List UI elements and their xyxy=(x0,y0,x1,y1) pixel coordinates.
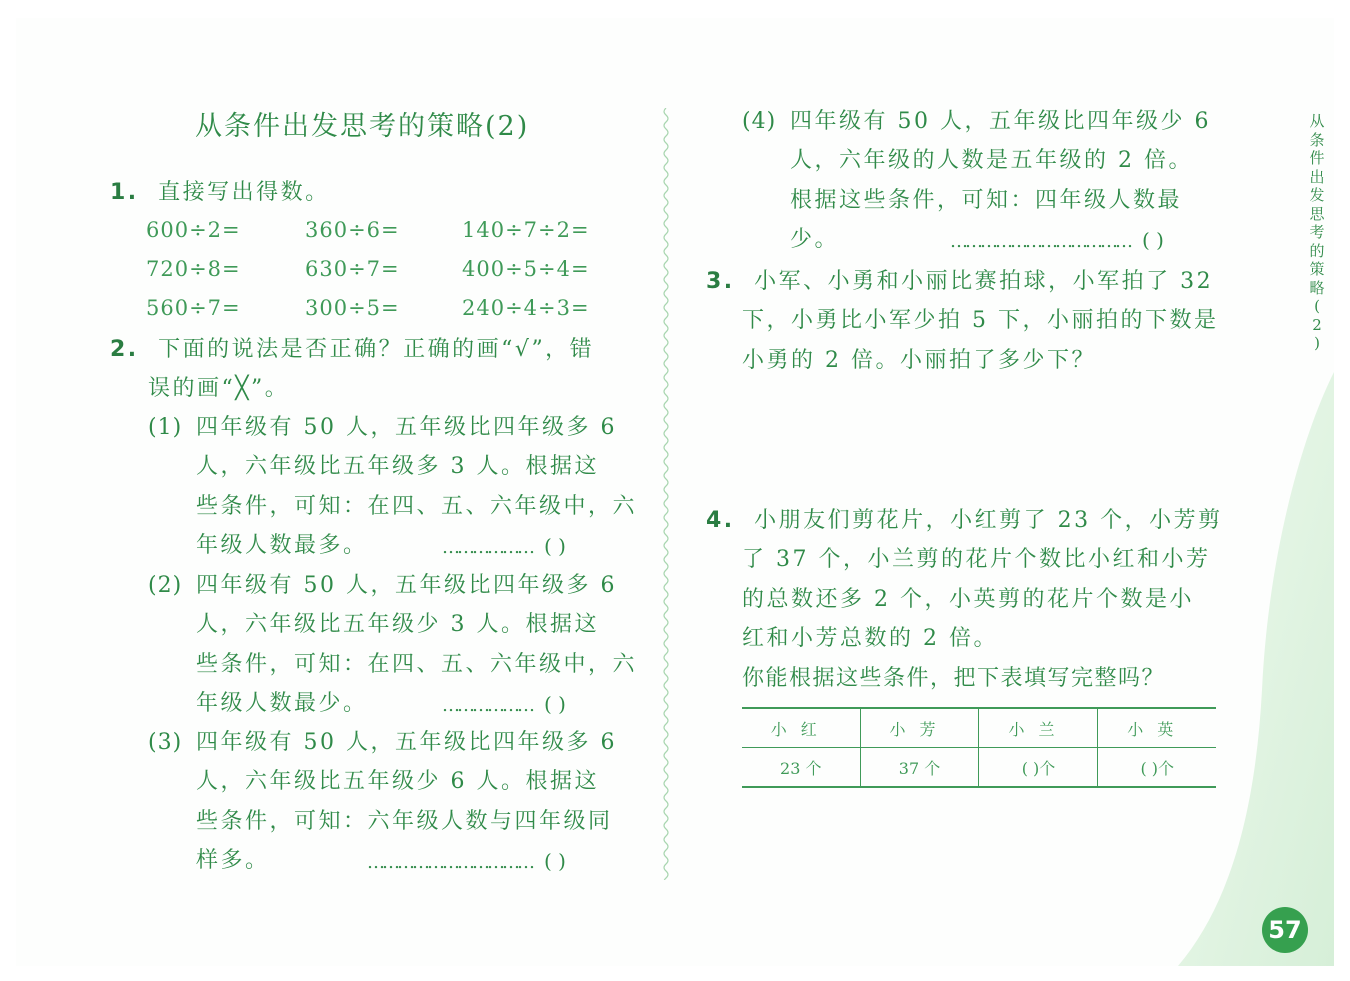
question-4 xyxy=(706,506,1223,536)
item-text-cont: 根据这些条件，可知：四年级人数最 xyxy=(790,187,1183,213)
question-text-cont: 红和小芳总数的 2 倍。 xyxy=(742,626,998,651)
side-title-char: ) xyxy=(1314,334,1320,352)
table-header-cell: 小红 xyxy=(742,708,860,748)
judgement-item xyxy=(742,107,1211,137)
side-title-char: 条 xyxy=(1309,130,1325,149)
item-text-cont: 人，六年级的人数是五年级的 2 倍。 xyxy=(790,148,1193,174)
question-number: 3. xyxy=(706,269,735,294)
item-label: (3) xyxy=(148,730,183,755)
table-header-cell: 小英 xyxy=(1098,708,1216,748)
item-text-cont: 些条件，可知：在四、五、六年级中，六 xyxy=(196,493,638,519)
side-title-char: 发 xyxy=(1309,186,1325,204)
item-label: (1) xyxy=(148,415,183,440)
judgement-item xyxy=(148,571,617,601)
question-text-cont: 误的画“╳”。 xyxy=(148,376,290,401)
question-number: 4. xyxy=(706,508,735,533)
calculation-item: 400÷5÷4= xyxy=(462,257,590,281)
item-label: (2) xyxy=(148,573,183,598)
item-text-cont: 年级人数最少。 xyxy=(196,691,368,717)
item-text: 四年级有 50 人，五年级比四年级少 6 xyxy=(790,109,1211,134)
question-text: 直接写出得数。 xyxy=(158,180,330,205)
question-text: 小朋友们剪花片，小红剪了 23 个，小芳剪 xyxy=(754,508,1223,533)
question-text: 小军、小勇和小丽比赛拍球，小军拍了 32 xyxy=(754,269,1214,294)
page-number-badge: 57 xyxy=(1262,907,1308,953)
side-title-char: 考 xyxy=(1309,223,1325,241)
item-text: 四年级有 50 人，五年级比四年级多 6 xyxy=(196,415,617,440)
question-text-cont: 了 37 个，小兰剪的花片个数比小红和小芳 xyxy=(742,547,1211,572)
side-title-char: 2 xyxy=(1312,315,1322,334)
leader-dots: ……………… xyxy=(442,695,532,717)
question-1 xyxy=(110,178,330,208)
side-title-char: 思 xyxy=(1309,204,1325,223)
answer-blank[interactable]: ( ) xyxy=(1142,228,1164,253)
question-2 xyxy=(110,335,594,365)
table-header-cell: 小芳 xyxy=(860,708,979,748)
side-title-char: ( xyxy=(1314,297,1320,315)
side-title xyxy=(1306,112,1328,353)
answer-blank[interactable]: ( ) xyxy=(544,534,566,559)
calculation-item: 240÷4÷3= xyxy=(462,296,590,320)
calculation-item: 720÷8= xyxy=(146,257,241,281)
item-text-cont: 年级人数最多。 xyxy=(196,533,368,559)
fill-in-table xyxy=(742,707,1216,788)
question-text-cont: 小勇的 2 倍。小丽拍了多少下？ xyxy=(742,348,1096,373)
item-text-cont: 人，六年级比五年级多 3 人。根据这 xyxy=(196,454,599,480)
table-value-cell: 37 个 xyxy=(860,748,979,788)
side-title-char: 从 xyxy=(1309,112,1325,130)
page-title: 从条件出发思考的策略(2) xyxy=(195,111,530,142)
column-divider xyxy=(662,108,670,880)
judgement-item xyxy=(148,413,617,443)
judgement-item xyxy=(148,728,617,758)
item-text-cont: 些条件，可知：六年级人数与四年级同 xyxy=(196,808,613,834)
question-3 xyxy=(706,267,1213,297)
side-title-char: 略 xyxy=(1309,278,1325,297)
side-title-char: 件 xyxy=(1309,149,1325,167)
calculation-item: 560÷7= xyxy=(146,296,241,320)
leader-dots: ……………… xyxy=(442,537,532,559)
side-title-char: 策 xyxy=(1309,260,1325,278)
leader-dots: ……………………………… xyxy=(950,231,1130,253)
calculation-item: 630÷7= xyxy=(305,257,400,281)
side-title-char: 出 xyxy=(1309,167,1325,186)
item-text-cont: 样多。 xyxy=(196,848,270,874)
item-text: 四年级有 50 人，五年级比四年级多 6 xyxy=(196,730,617,755)
item-text-cont: 人，六年级比五年级少 6 人。根据这 xyxy=(196,769,599,795)
item-label: (4) xyxy=(742,109,777,134)
question-text-cont: 的总数还多 2 个，小英剪的花片个数是小 xyxy=(742,587,1194,612)
item-text: 四年级有 50 人，五年级比四年级多 6 xyxy=(196,573,617,598)
answer-blank[interactable]: ( ) xyxy=(544,692,566,717)
answer-blank[interactable]: ( ) xyxy=(544,849,566,874)
table-answer-cell[interactable]: ( )个 xyxy=(979,748,1098,788)
calculation-item: 360÷6= xyxy=(305,218,400,242)
table-instruction: 你能根据这些条件，把下表填写完整吗？ xyxy=(742,666,1166,691)
question-number: 2. xyxy=(110,337,139,362)
item-text-cont: 人，六年级比五年级少 3 人。根据这 xyxy=(196,612,599,638)
table-answer-cell[interactable]: ( )个 xyxy=(1098,748,1216,788)
calculation-item: 140÷7÷2= xyxy=(462,218,590,242)
table-header-cell: 小兰 xyxy=(979,708,1098,748)
question-number: 1. xyxy=(110,180,139,205)
item-text-cont: 些条件，可知：在四、五、六年级中，六 xyxy=(196,651,638,677)
item-text-cont: 少。 xyxy=(790,227,840,253)
question-text-cont: 下，小勇比小军少拍 5 下，小丽拍的下数是 xyxy=(742,308,1219,333)
side-title-char: 的 xyxy=(1309,241,1325,260)
table-value-cell: 23 个 xyxy=(780,758,822,778)
calculation-item: 300÷5= xyxy=(305,296,400,320)
leader-dots: …………………………… xyxy=(367,852,532,874)
calculation-item: 600÷2= xyxy=(146,218,241,242)
question-text: 下面的说法是否正确？正确的画“√”，错 xyxy=(158,337,595,362)
